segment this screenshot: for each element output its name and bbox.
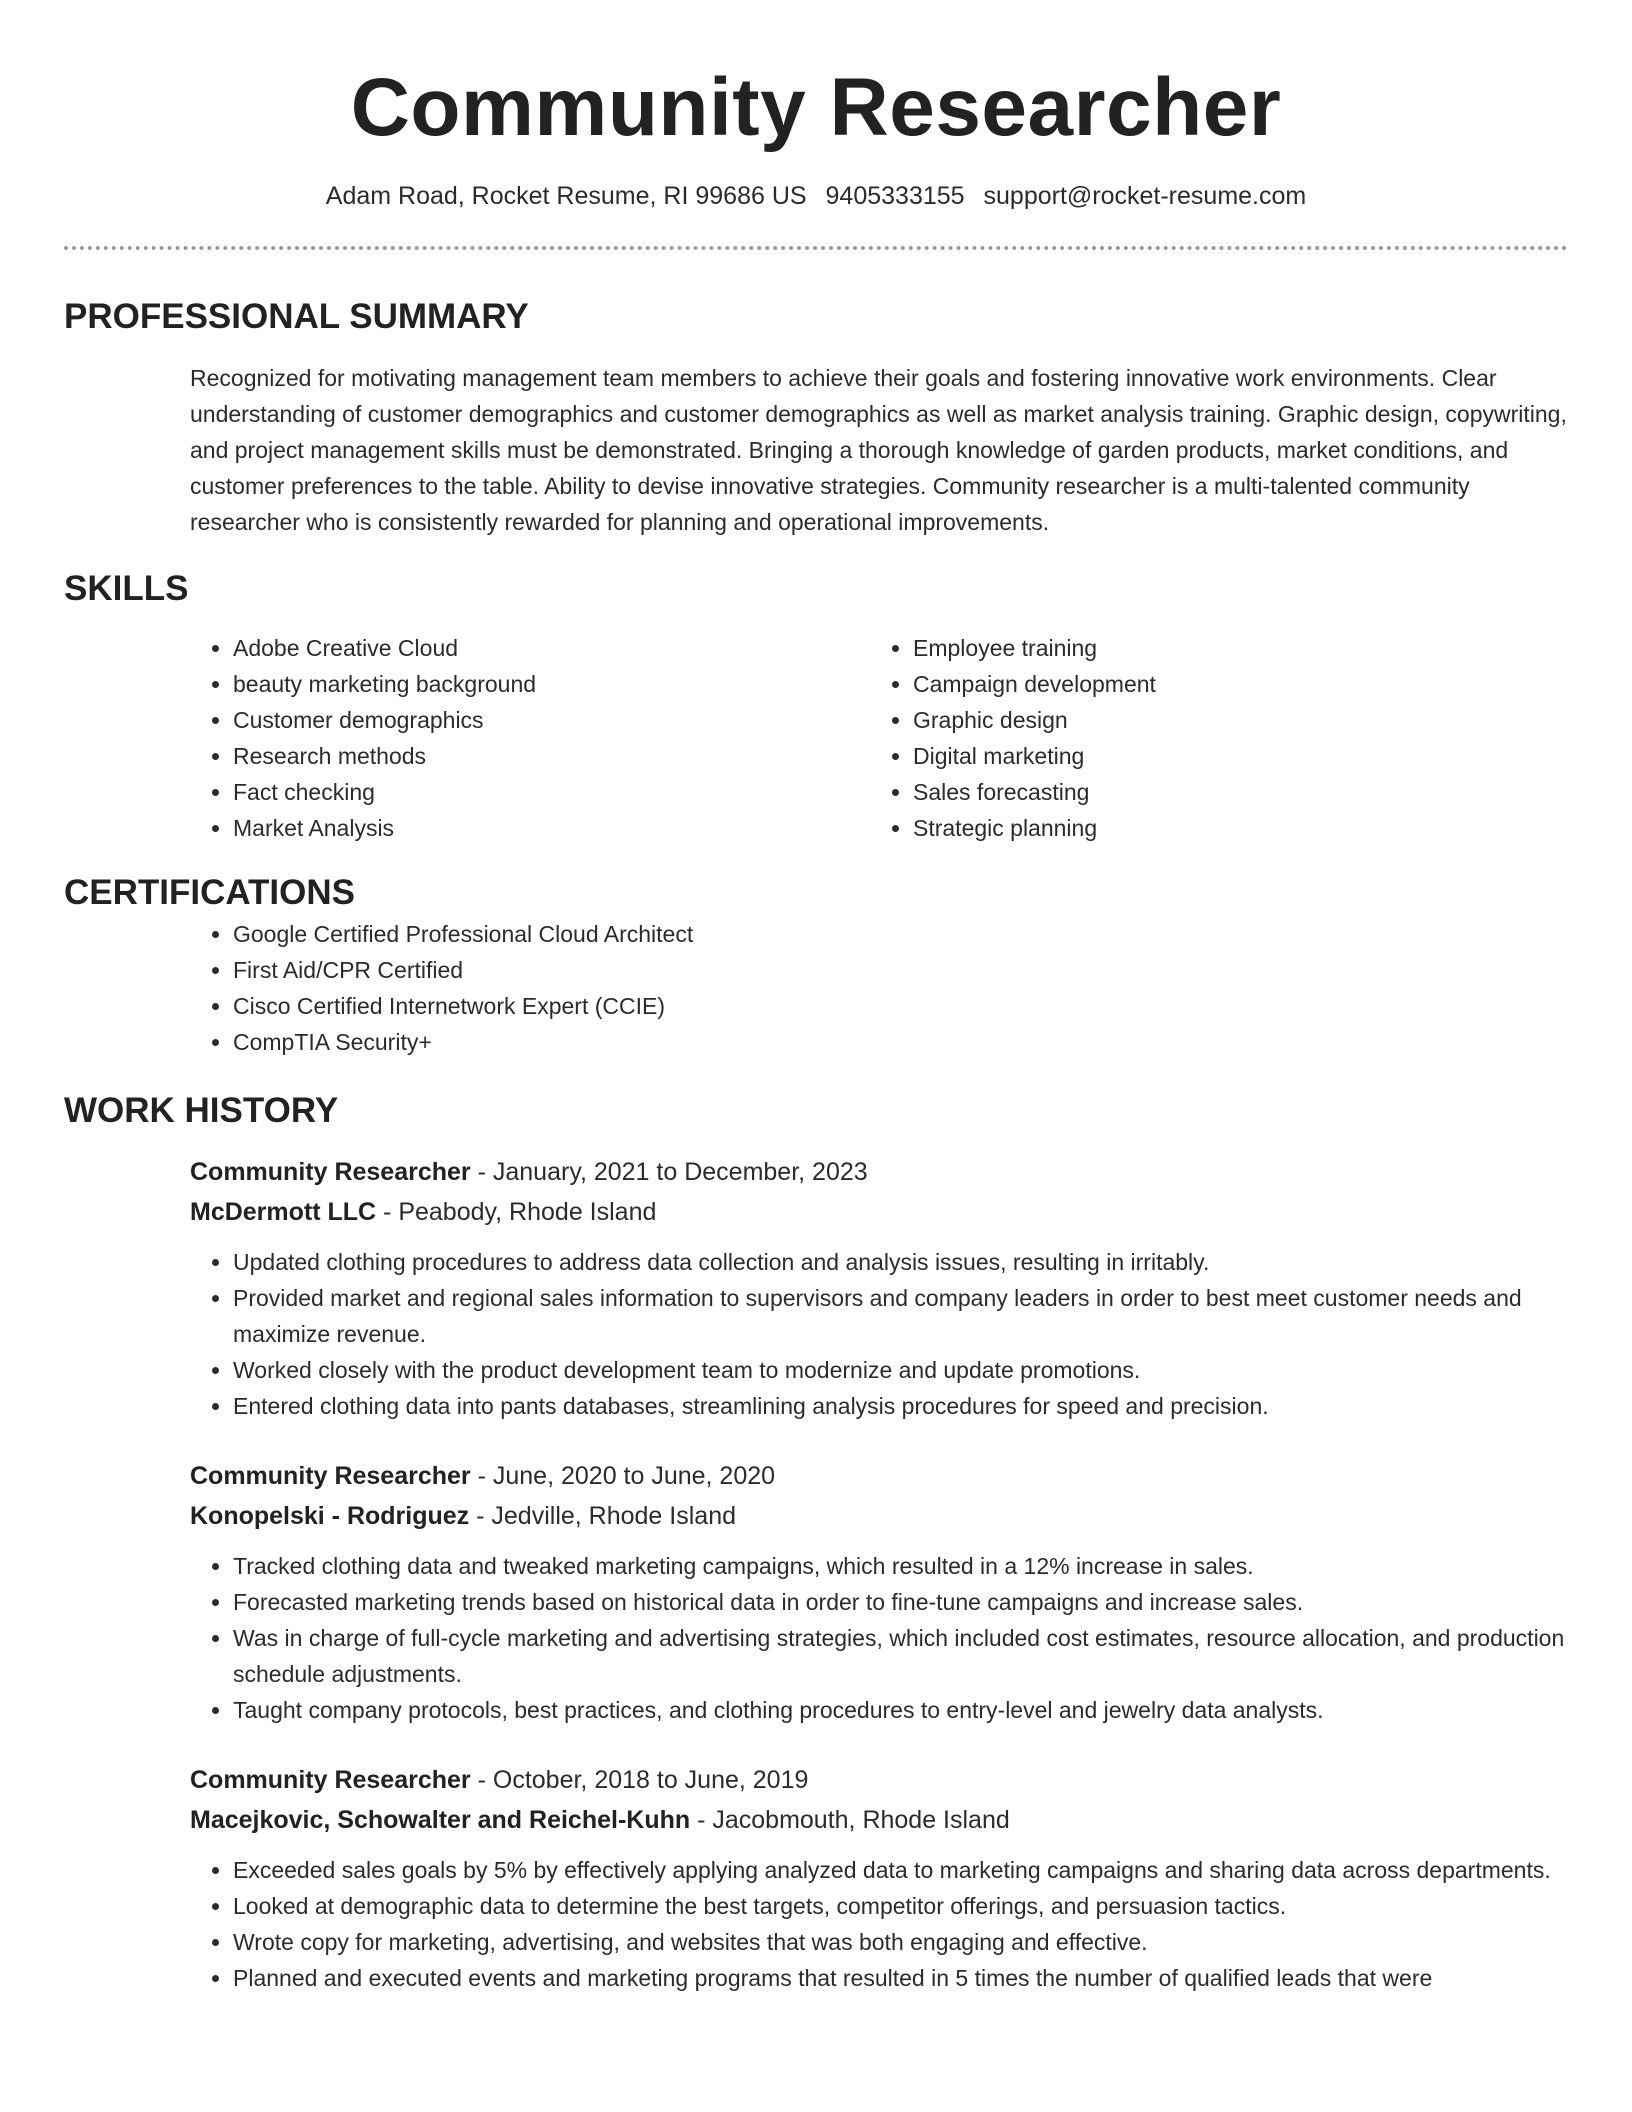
contact-email: support@rocket-resume.com [983, 182, 1307, 210]
job-bullet: • Forecasted marketing trends based on historical data in order to fine-tune campaigns and increase sales. [233, 1584, 1568, 1620]
certification-item: • Google Certified Professional Cloud Architect [233, 916, 1568, 952]
job-company-line [190, 1496, 1568, 1536]
skill-item: • Fact checking [233, 774, 744, 810]
contact-line [64, 178, 1568, 214]
certification-item: • Cisco Certified Internetwork Expert (CCIE) [233, 988, 1568, 1024]
contact-phone: 9405333155 [825, 182, 965, 210]
summary-text: Recognized for motivating management team members to achieve their goals and fostering innovative work environments. Clear understanding of customer demographics and customer demographics as well as market analysis training. Graphic design, copywriting, and project management skills must be demonstrated. Bringing a thorough knowledge of garden products, market conditions, and customer preferences to the table. Ability to devise innovative strategies. Community researcher is a multi-talented community researcher who is consistently rewarded for planning and operational improvements. [190, 365, 1567, 535]
candidate-name: Community Researcher [350, 62, 1282, 153]
skill-item: • Research methods [233, 738, 744, 774]
certification-item: • First Aid/CPR Certified [233, 952, 1568, 988]
job-title-line [190, 1760, 1568, 1800]
job-bullet: • Planned and executed events and marketing programs that resulted in 5 times the number of qualified leads that were [233, 1960, 1568, 1996]
job-bullet: • Updated clothing procedures to address data collection and analysis issues, resulting in irritably. [233, 1244, 1568, 1280]
job-bullet: • Was in charge of full-cycle marketing and advertising strategies, which included cost estimates, resource allocation, and production schedule adjustments. [233, 1620, 1568, 1692]
contact-address: Adam Road, Rocket Resume, RI 99686 US [325, 182, 807, 210]
job-location: - Jedville, Rhode Island [469, 1502, 736, 1530]
job-role: Community Researcher [190, 1462, 471, 1490]
skills-column-left [64, 630, 744, 846]
certifications-list [64, 916, 1568, 1060]
certification-item: • CompTIA Security+ [233, 1024, 1568, 1060]
skill-item: • beauty marketing background [233, 666, 744, 702]
section-title-certifications: CERTIFICATIONS [64, 873, 356, 912]
section-title-summary: PROFESSIONAL SUMMARY [64, 297, 529, 336]
job-company-line [190, 1800, 1568, 1840]
skill-item: • Digital marketing [913, 738, 1424, 774]
job-title-line [190, 1152, 1568, 1192]
resume-page [64, 0, 1568, 1996]
skill-item: • Customer demographics [233, 702, 744, 738]
job-bullet: • Tracked clothing data and tweaked marketing campaigns, which resulted in a 12% increase in sales. [233, 1548, 1568, 1584]
job-dates: - January, 2021 to December, 2023 [470, 1158, 868, 1186]
job-bullets [64, 1244, 1568, 1424]
job-bullet: • Wrote copy for marketing, advertising, and websites that was both engaging and effective. [233, 1924, 1568, 1960]
job-company: Macejkovic, Schowalter and Reichel-Kuhn [190, 1806, 691, 1834]
job-role: Community Researcher [190, 1158, 471, 1186]
skill-item: • Strategic planning [913, 810, 1424, 846]
job-bullets [64, 1548, 1568, 1728]
job-entry [64, 1152, 1568, 1424]
skill-item: • Campaign development [913, 666, 1424, 702]
job-bullet: • Looked at demographic data to determine the best targets, competitor offerings, and persuasion tactics. [233, 1888, 1568, 1924]
section-title-skills: SKILLS [64, 569, 189, 608]
skills-column-right [744, 630, 1424, 846]
job-dates: - June, 2020 to June, 2020 [470, 1462, 776, 1490]
skills-list-left [64, 630, 744, 846]
section-title-work-history: WORK HISTORY [64, 1091, 339, 1130]
job-title-line [190, 1456, 1568, 1496]
skill-item: • Sales forecasting [913, 774, 1424, 810]
job-company: McDermott LLC [190, 1198, 377, 1226]
job-dates: - October, 2018 to June, 2019 [470, 1766, 809, 1794]
job-bullet: • Worked closely with the product development team to modernize and update promotions. [233, 1352, 1568, 1388]
job-bullet: • Taught company protocols, best practices, and clothing procedures to entry-level and jewelry data analysts. [233, 1692, 1568, 1728]
job-entry [64, 1456, 1568, 1728]
skill-item: • Employee training [913, 630, 1424, 666]
job-bullets [64, 1852, 1568, 1996]
job-company-line [190, 1192, 1568, 1232]
job-bullet: • Exceeded sales goals by 5% by effectively applying analyzed data to marketing campaigns and sharing data across departments. [233, 1852, 1568, 1888]
skills-columns [64, 630, 1568, 846]
skills-list-right [744, 630, 1424, 846]
header-divider [64, 246, 1568, 250]
job-entry [64, 1760, 1568, 1996]
job-role: Community Researcher [190, 1766, 471, 1794]
job-bullet: • Entered clothing data into pants databases, streamlining analysis procedures for speed and precision. [233, 1388, 1568, 1424]
job-bullet: • Provided market and regional sales information to supervisors and company leaders in order to best meet customer needs and maximize revenue. [233, 1280, 1568, 1352]
skill-item: • Adobe Creative Cloud [233, 630, 744, 666]
job-location: - Jacobmouth, Rhode Island [690, 1806, 1010, 1834]
skill-item: • Graphic design [913, 702, 1424, 738]
job-location: - Peabody, Rhode Island [376, 1198, 657, 1226]
job-company: Konopelski - Rodriguez [190, 1502, 470, 1530]
skill-item: • Market Analysis [233, 810, 744, 846]
